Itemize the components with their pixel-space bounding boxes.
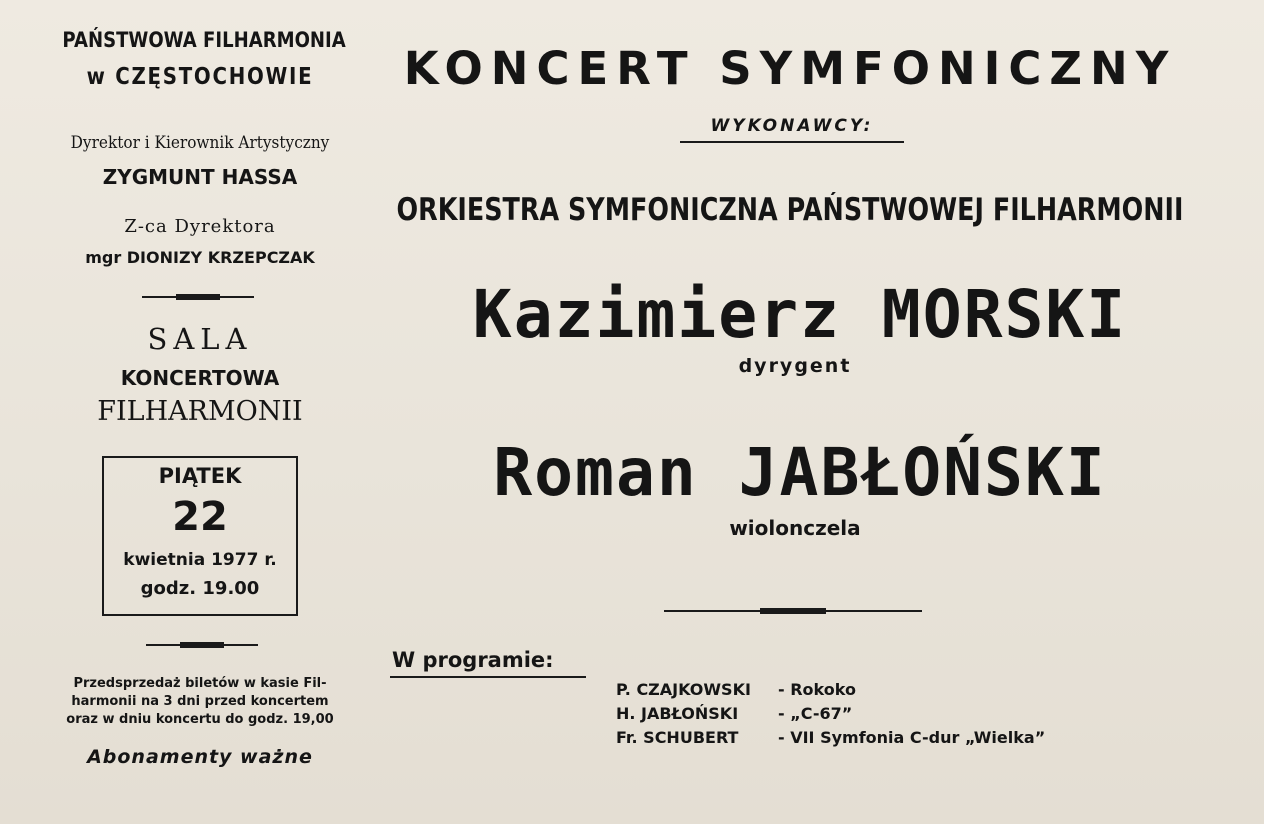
program-composer: P. CZAJKOWSKI — [616, 680, 751, 699]
presale-line2: harmonii na 3 dni przed koncertem — [71, 694, 329, 709]
director-title: Dyrektor i Kierownik Artystyczny — [70, 133, 330, 153]
deputy-name: mgr DIONIZY KRZEPCZAK — [85, 248, 315, 267]
orchestra-name: ORKIESTRA SYMFONICZNA PAŃSTWOWEJ FILHARMONII — [396, 192, 1184, 228]
program-heading: W programie: — [392, 648, 554, 672]
program-work: - Rokoko — [778, 680, 856, 699]
presale-line1: Przedsprzedaż biletów w kasie Fil- — [73, 676, 327, 691]
institution-line2: w CZĘSTOCHOWIE — [86, 64, 314, 90]
program-work: - „C-67” — [778, 704, 853, 723]
date-month-year: kwietnia 1977 r. — [123, 550, 277, 570]
performers-heading: WYKONAWCY: — [710, 116, 874, 136]
institution-line1: PAŃSTWOWA FILHARMONIA — [62, 28, 346, 52]
subscriptions-note: Abonamenty ważne — [87, 746, 313, 768]
concert-title: KONCERT SYMFONICZNY — [403, 42, 1177, 95]
venue-line3: FILHARMONII — [97, 396, 303, 427]
date-time: godz. 19.00 — [140, 578, 260, 599]
soloist-name: Roman JABŁOŃSKI — [493, 434, 1107, 511]
soloist-role: wiolonczela — [729, 516, 861, 540]
conductor-role: dyrygent — [738, 355, 852, 377]
main-divider-center — [760, 608, 826, 614]
program-underline — [390, 676, 586, 678]
program-composer: Fr. SCHUBERT — [616, 728, 739, 747]
presale-line3: oraz w dniu koncertu do godz. 19,00 — [66, 712, 334, 727]
deputy-title: Z-ca Dyrektora — [124, 216, 276, 237]
date-weekday: PIĄTEK — [158, 464, 242, 488]
program-composer: H. JABŁOŃSKI — [616, 704, 739, 723]
program-work: - VII Symfonia C-dur „Wielka” — [778, 728, 1046, 747]
date-day: 22 — [172, 494, 228, 540]
left-divider-1-center — [176, 294, 220, 300]
conductor-name: Kazimierz MORSKI — [472, 276, 1128, 353]
venue-line1: SALA — [147, 322, 253, 356]
left-divider-2-center — [180, 642, 224, 648]
director-name: ZYGMUNT HASSA — [102, 165, 298, 189]
venue-line2: KONCERTOWA — [120, 366, 280, 390]
performers-underline — [680, 141, 904, 143]
